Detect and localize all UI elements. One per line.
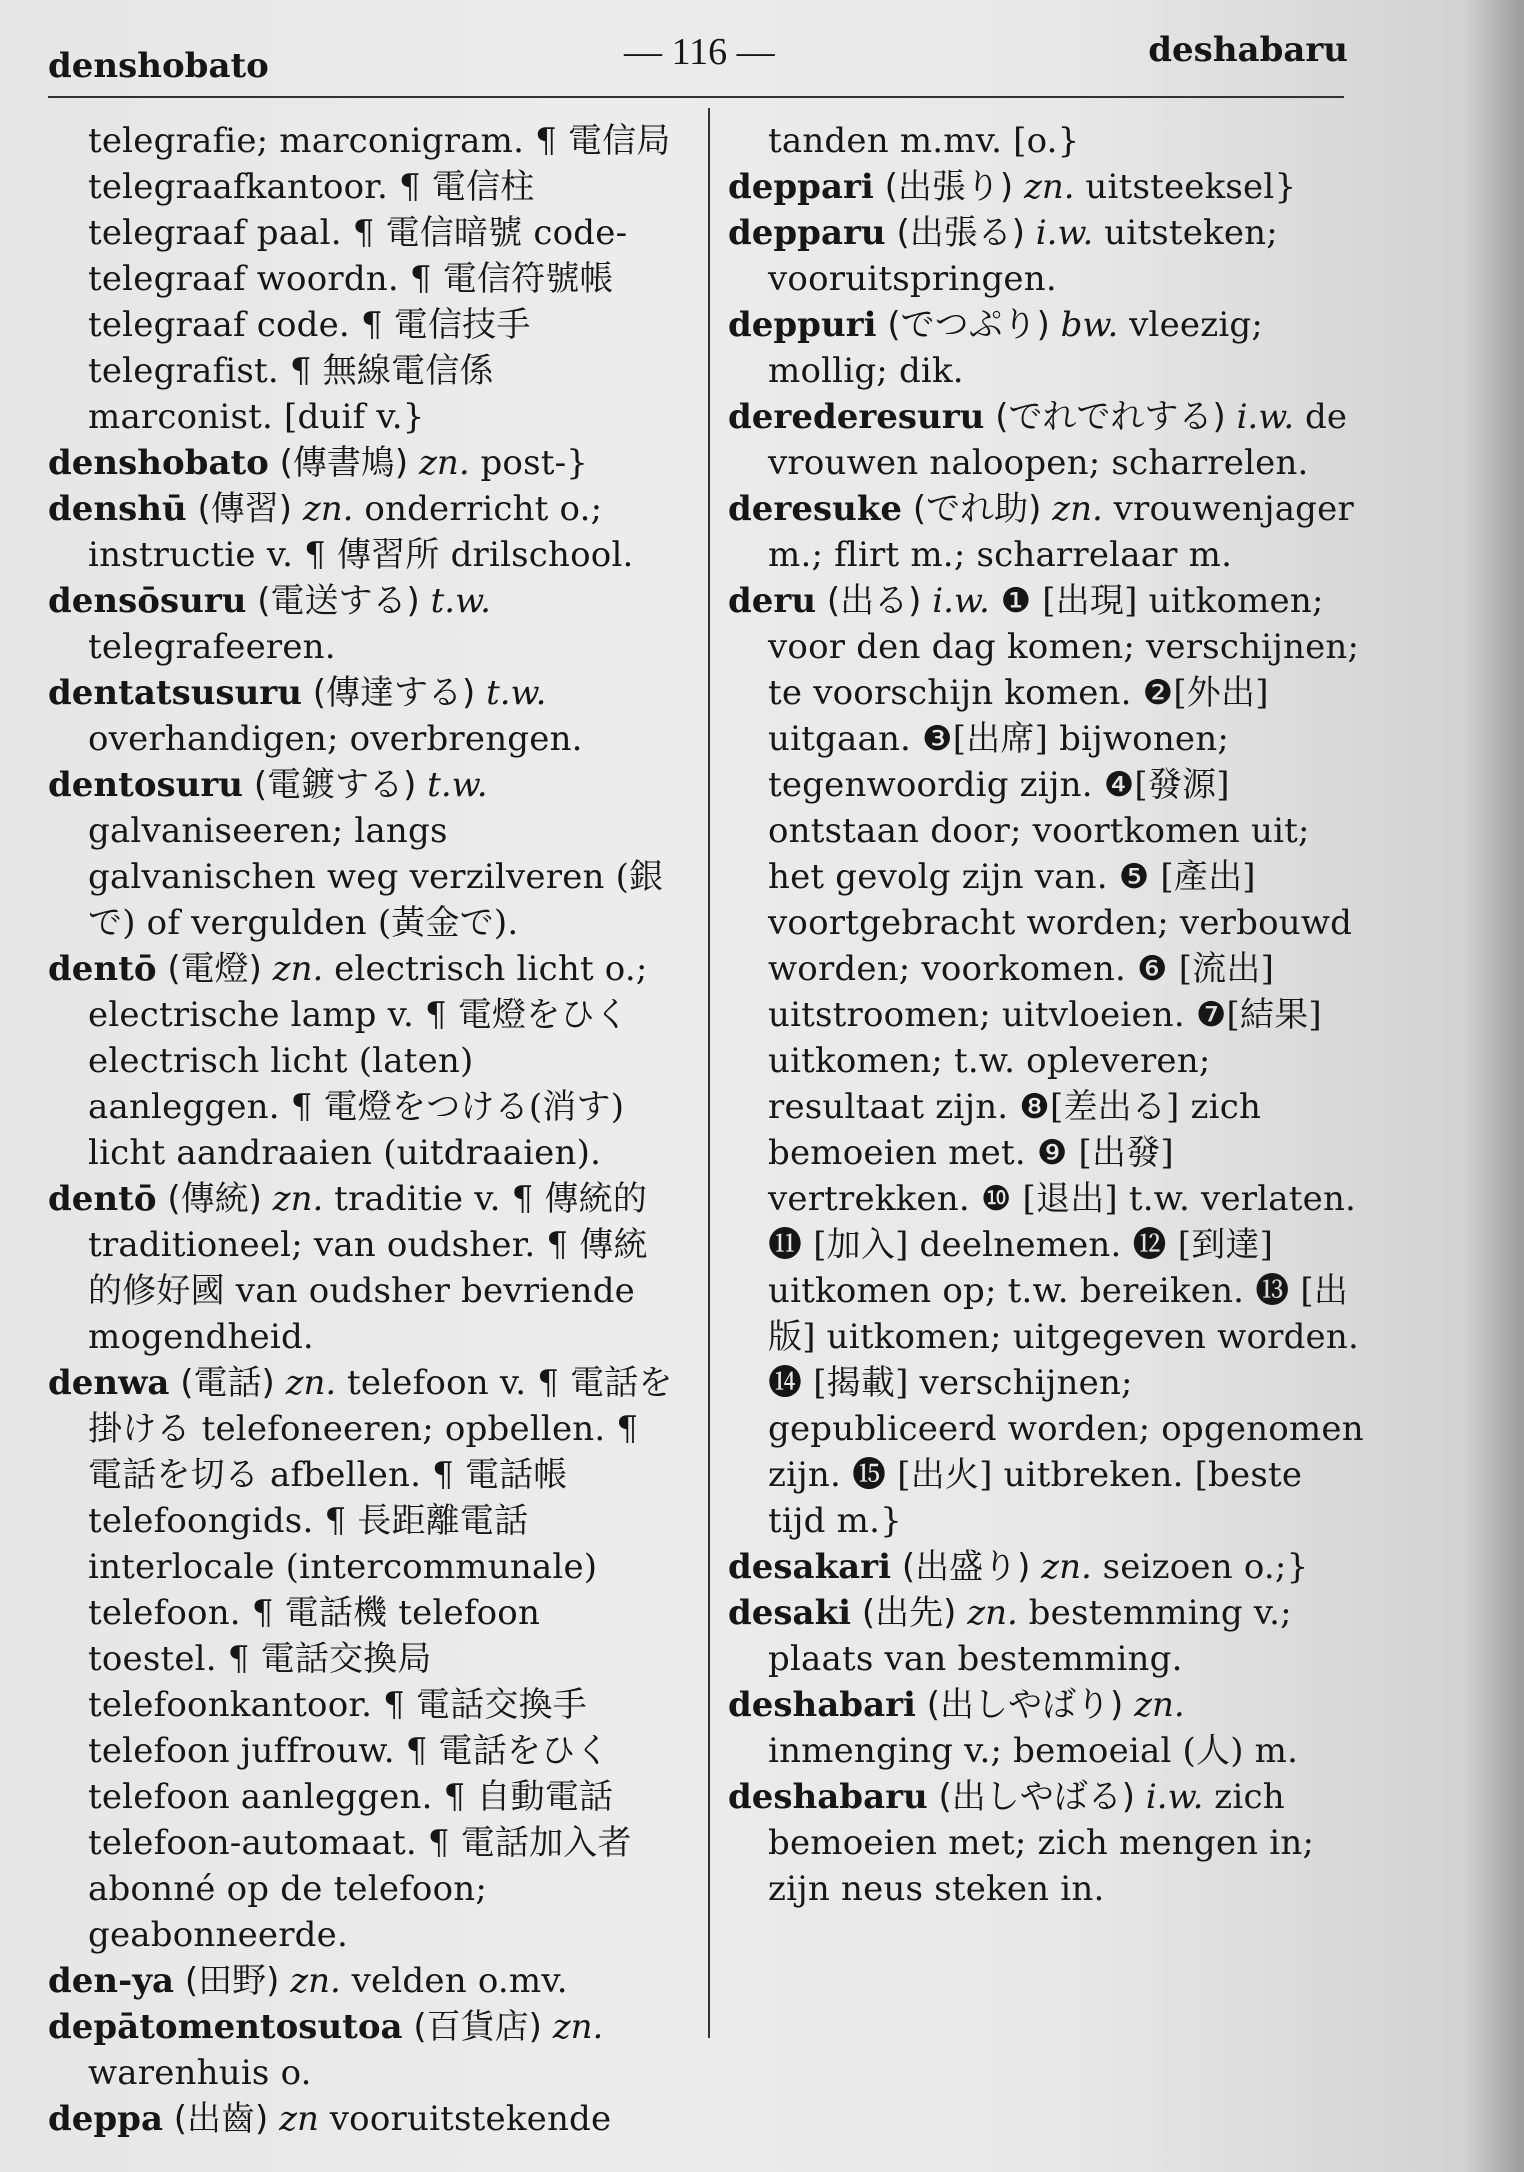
definition-text: de vrouwen naloopen; scharrelen.: [768, 397, 1348, 483]
japanese-form: (電鍍する): [253, 765, 417, 805]
grammar-label: bw.: [1060, 305, 1119, 345]
japanese-form: (出しやばり): [926, 1685, 1124, 1725]
headword: denshū: [48, 489, 187, 529]
grammar-label: t.w.: [430, 581, 491, 621]
japanese-form: (出張る): [896, 213, 1025, 253]
grammar-label: zn: [279, 2099, 319, 2139]
grammar-label: zn.: [1134, 1685, 1185, 1725]
headword: deppuri: [728, 305, 877, 345]
guide-word-right: deshabaru: [1148, 30, 1348, 70]
japanese-form: (出る): [826, 581, 922, 621]
headword: dentosuru: [48, 765, 244, 805]
definition-text: uitsteken; vooruitspringen.: [768, 213, 1278, 299]
right-column: [728, 118, 1368, 1912]
japanese-form: (百貨店): [413, 2007, 542, 2047]
grammar-label: t.w.: [486, 673, 547, 713]
dictionary-entry: [728, 486, 1368, 578]
headword: derederesuru: [728, 397, 985, 437]
definition-text: velden o.mv.: [351, 1961, 568, 2001]
grammar-label: zn.: [967, 1593, 1018, 1633]
definition-text: vooruitstekende: [329, 2099, 612, 2139]
dictionary-entry: [48, 2096, 676, 2142]
headword: deresuke: [728, 489, 903, 529]
definition-text: tanden m.mv. [o.}: [768, 121, 1080, 161]
left-column: [48, 118, 676, 2142]
japanese-form: (電話): [180, 1363, 275, 1403]
definition-text: traditie v. ¶ 傳統的 traditioneel; van oudsher. ¶ 傳統的修好國 van oudsher bevriende mogendheid.: [88, 1179, 648, 1357]
japanese-form: (でれ助): [912, 489, 1042, 529]
dictionary-entry: [48, 1176, 676, 1360]
headword: depparu: [728, 213, 886, 253]
headword: denwa: [48, 1363, 170, 1403]
japanese-form: (電送する): [257, 581, 420, 621]
headword: den-ya: [48, 1961, 175, 2001]
japanese-form: (傳書鳩): [279, 443, 409, 483]
dictionary-entry: [48, 762, 676, 946]
grammar-label: t.w.: [427, 765, 488, 805]
entry-continuation: [728, 118, 1368, 164]
definition-text: bestemming v.; plaats van bestemming.: [768, 1593, 1292, 1679]
japanese-form: (でれでれする): [995, 397, 1226, 437]
grammar-label: zn.: [302, 489, 354, 529]
dictionary-entry: [48, 946, 676, 1176]
japanese-form: (出張り): [884, 167, 1014, 207]
column-divider: [708, 108, 710, 2038]
dictionary-entry: [728, 578, 1368, 1544]
japanese-form: (田野): [184, 1961, 280, 2001]
japanese-form: (出盛り): [901, 1547, 1031, 1587]
dictionary-entry: [48, 670, 676, 762]
definition-text: zich bemoeien met; zich mengen in; zijn neus steken in.: [768, 1777, 1315, 1909]
definition-text: electrisch licht o.; electrische lamp v. ¶ 電燈をひく electrisch licht (laten) aanleggen. ¶ 電燈をつける(消す) licht aandraaien (uitdraaien).: [88, 949, 648, 1173]
dictionary-entry: [48, 1360, 676, 1958]
headword: deppari: [728, 167, 874, 207]
grammar-label: zn.: [272, 1179, 324, 1219]
grammar-label: zn.: [1041, 1547, 1092, 1587]
grammar-label: i.w.: [932, 581, 990, 621]
grammar-label: zn.: [285, 1363, 337, 1403]
dictionary-entry: [728, 1682, 1368, 1774]
dictionary-entry: [48, 1958, 676, 2004]
japanese-form: (出先): [861, 1593, 957, 1633]
definition-text: telefoon v. ¶ 電話を掛ける telefoneeren; opbellen. ¶ 電話を切る afbellen. ¶ 電話帳 telefoongids. ¶ 長距離電話 interlocale (intercommunale) telefoon. ¶ 電話機 telefoon toestel. ¶ 電話交換局 telefoonkantoor. ¶ 電話交換手 telefoon juffrouw. ¶ 電話をひく telefoon aanleggen. ¶ 自動電話 telefoon-automaat. ¶ 電話加入者 abonné op de telefoon; geabonneerde.: [88, 1363, 673, 1955]
dictionary-entry: [728, 1544, 1368, 1590]
headword: dentatsusuru: [48, 673, 302, 713]
page-number: — 116 —: [624, 31, 775, 73]
entry-continuation: [48, 118, 676, 440]
japanese-form: (出齒): [173, 2099, 269, 2139]
headword: deppa: [48, 2099, 163, 2139]
definition-text: onderricht o.; instructie v. ¶ 傳習所 drilschool.: [88, 489, 634, 575]
dictionary-entry: [48, 578, 676, 670]
dictionary-entry: [728, 1774, 1368, 1912]
definition-text: inmenging v.; bemoeial (人) m.: [768, 1731, 1299, 1771]
definition-text: post-}: [480, 443, 589, 483]
headword: desaki: [728, 1593, 852, 1633]
definition-text: warenhuis o.: [88, 2053, 312, 2093]
headword: densōsuru: [48, 581, 247, 621]
grammar-label: zn.: [552, 2007, 604, 2047]
japanese-form: (電燈): [167, 949, 262, 989]
page-gutter-shadow: [1464, 0, 1524, 2172]
grammar-label: zn.: [1023, 167, 1075, 207]
japanese-form: (傳習): [197, 489, 293, 529]
grammar-label: i.w.: [1145, 1777, 1204, 1817]
definition-text: galvaniseeren; langs galvanischen weg verzilveren (銀で) of vergulden (黃金で).: [88, 811, 664, 943]
headword: desakari: [728, 1547, 891, 1587]
dictionary-entry: [728, 1590, 1368, 1682]
running-head: [48, 30, 1348, 90]
definition-text: seizoen o.;}: [1102, 1547, 1309, 1587]
definition-text: vleezig; mollig; dik.: [768, 305, 1264, 391]
grammar-label: i.w.: [1035, 213, 1094, 253]
dictionary-entry: [728, 302, 1368, 394]
dictionary-entry: [728, 394, 1368, 486]
headword: deru: [728, 581, 817, 621]
guide-word-left: denshobato: [48, 46, 269, 86]
definition-text: telegrafeeren.: [88, 627, 336, 667]
headword: dentō: [48, 949, 157, 989]
header-rule: [48, 96, 1344, 98]
japanese-form: (傳達する): [312, 673, 476, 713]
grammar-label: zn.: [272, 949, 324, 989]
dictionary-entry: [728, 210, 1368, 302]
dictionary-entry: [48, 486, 676, 578]
dictionary-entry: [728, 164, 1368, 210]
definition-text: telegrafie; marconigram. ¶ 電信局 telegraafkantoor. ¶ 電信柱 telegraaf paal. ¶ 電信暗號 code-telegraaf woordn. ¶ 電信符號帳 telegraaf code. ¶ 電信技手 telegrafist. ¶ 無線電信係 marconist. [duif v.}: [88, 121, 671, 437]
headword: depātomentosutoa: [48, 2007, 403, 2047]
headword: dentō: [48, 1179, 157, 1219]
dictionary-entry: [48, 440, 676, 486]
grammar-label: zn.: [1052, 489, 1103, 529]
japanese-form: (傳統): [167, 1179, 262, 1219]
dictionary-entry: [48, 2004, 676, 2096]
grammar-label: i.w.: [1236, 397, 1295, 437]
headword: deshabaru: [728, 1777, 928, 1817]
headword: denshobato: [48, 443, 269, 483]
definition-text: overhandigen; overbrengen.: [88, 719, 583, 759]
definition-text: uitsteeksel}: [1085, 167, 1297, 207]
japanese-form: (出しやばる): [938, 1777, 1136, 1817]
japanese-form: (でつぷり): [887, 305, 1050, 345]
grammar-label: zn.: [419, 443, 470, 483]
grammar-label: zn.: [290, 1961, 341, 2001]
definition-text: vrouwenjager m.; flirt m.; scharrelaar m.: [768, 489, 1354, 575]
headword: deshabari: [728, 1685, 916, 1725]
definition-text: ❶ [出現] uitkomen; voor den dag komen; verschijnen; te voorschijn komen. ❷[外出] uitgaan. ❸[出席] bijwonen; tegenwoordig zijn. ❹[發源] ontstaan door; voortkomen uit; het gevolg zijn van. ❺ [產出] voortgebracht worden; verbouwd worden; voorkomen. ❻ [流出] uitstroomen; uitvloeien. ❼[結果] uitkomen; t.w. opleveren; resultaat zijn. ❽[差出る] zich bemoeien met. ❾ [出發] vertrekken. ❿ [退出] t.w. verlaten. ⓫ [加入] deelnemen. ⓬ [到達] uitkomen op; t.w. bereiken. ⓭ [出版] uitkomen; uitgegeven worden. ⓮ [揭載] verschijnen; gepubliceerd worden; opgenomen zijn. ⓯ [出火] uitbreken. [beste tijd m.}: [768, 581, 1364, 1541]
